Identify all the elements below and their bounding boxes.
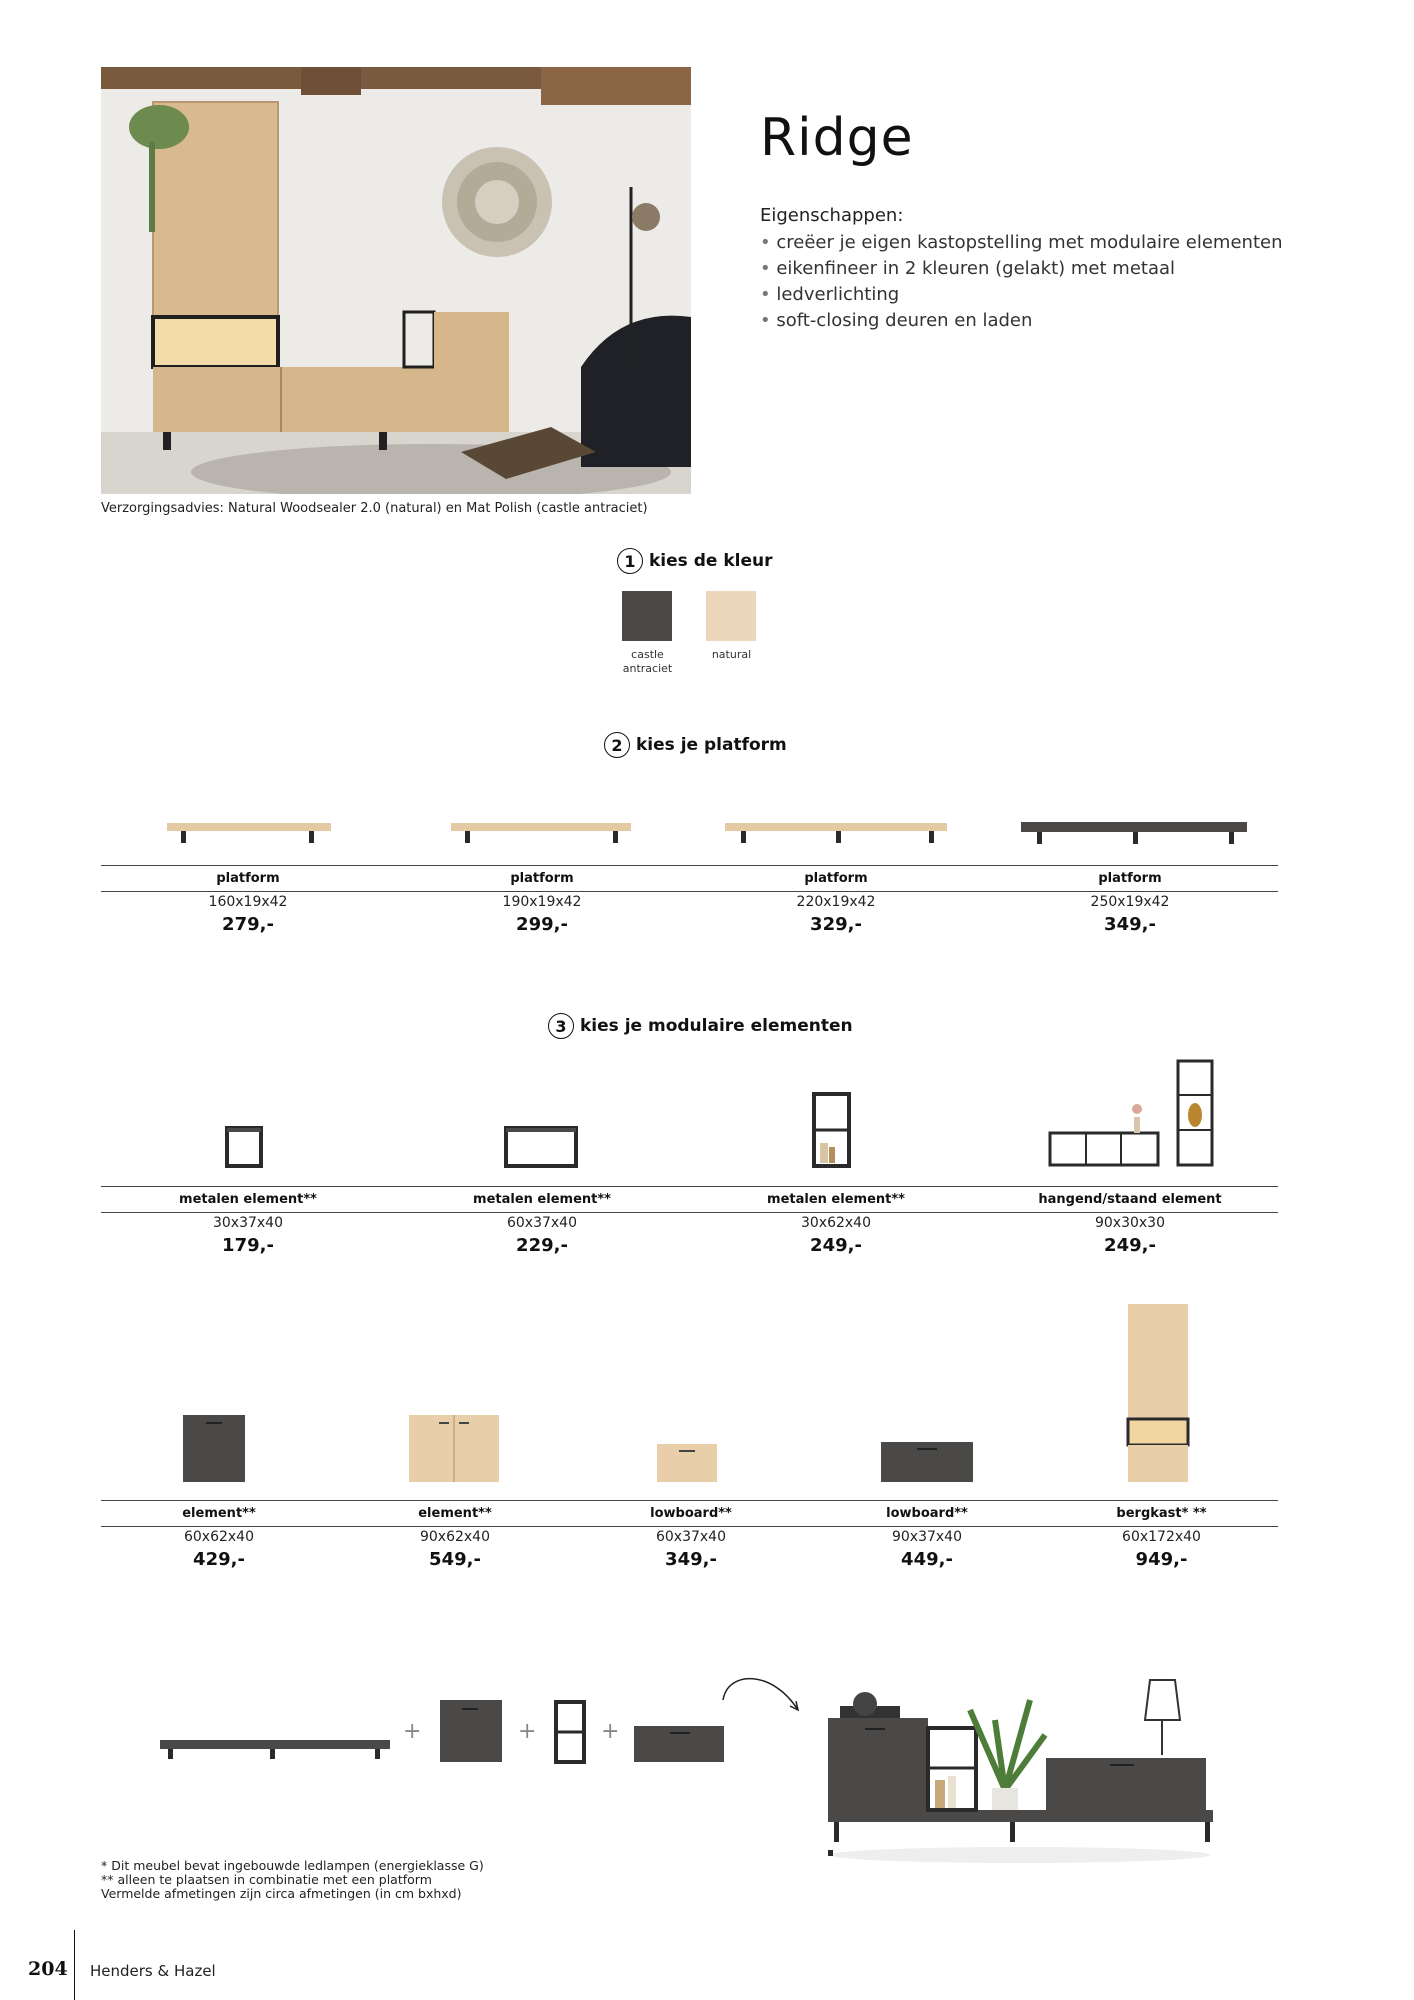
product-name: platform [216,871,280,886]
product-price: 249,- [1104,1235,1156,1256]
hero-caption: Verzorgingsadvies: Natural Woodsealer 2.0 (natural) en Mat Polish (castle antraciet) [101,501,648,516]
product-name: platform [510,871,574,886]
footnote: * Dit meubel bevat ingebouwde ledlampen (energieklasse G) [101,1858,484,1873]
element-col [573,1506,809,1570]
product-name: bergkast* ** [1116,1506,1207,1521]
platform-col [101,871,395,935]
example-platform-image [160,1740,390,1759]
product-price: 449,- [901,1549,953,1570]
step-number: 1 [617,548,643,574]
property-item: • ledverlichting [760,282,1282,308]
element-90-image [409,1415,499,1482]
property-item: • eikenfineer in 2 kleuren (gelakt) met metaal [760,256,1282,282]
step-label: kies je platform [636,735,787,755]
product-name: platform [804,871,868,886]
product-name: element** [182,1506,256,1521]
element-60-image [183,1415,245,1482]
product-price: 179,- [222,1235,274,1256]
hanging-element-image [1050,1061,1212,1165]
product-dims: 90x37x40 [891,1529,962,1545]
platform-illustrations [101,815,1281,855]
table-rule [101,1500,1278,1501]
product-price: 299,- [516,914,568,935]
product-price: 949,- [1135,1549,1188,1570]
property-item: • creëer je eigen kastopstelling met modulaire elementen [760,230,1282,256]
arrow-icon [718,1670,808,1720]
product-name: lowboard** [650,1506,732,1521]
platform-190-image [451,823,631,843]
product-dims: 90x62x40 [419,1529,490,1545]
footnote: Vermelde afmetingen zijn circa afmetingen (in cm bxhxd) [101,1886,462,1901]
product-dims: 60x172x40 [1122,1529,1201,1545]
platform-250-image [1021,822,1247,844]
element-col [101,1506,337,1570]
swatch-label-line: antraciet [622,662,673,675]
swatch-natural[interactable] [706,591,756,641]
table-rule [101,865,1278,866]
swatch-label-line: castle [631,648,664,661]
step-2-header [604,732,787,758]
product-dims: 160x19x42 [208,894,288,910]
hero-photo [101,67,691,494]
platform-160-image [167,823,331,843]
product-name: element** [418,1506,492,1521]
product-dims: 60x37x40 [655,1529,726,1545]
step-3-header [548,1013,853,1039]
metal-element-tall-image [814,1094,849,1166]
lowboard-90-image [881,1442,973,1482]
example-metal-element-image [556,1702,584,1762]
step-number: 3 [548,1013,574,1039]
element-col [689,1192,983,1256]
step-label: kies de kleur [649,551,773,571]
step-1-header [617,548,772,574]
platform-col [395,871,689,935]
property-item: • soft-closing deuren en laden [760,308,1282,334]
product-dims: 250x19x42 [1090,894,1170,910]
footer-divider [74,1930,75,2000]
product-name: metalen element** [179,1192,317,1207]
plus-sign: + [518,1719,537,1744]
example-components [150,1690,750,1780]
product-name: metalen element** [767,1192,905,1207]
properties-list [760,230,1282,334]
element-col [337,1506,573,1570]
product-price: 549,- [429,1549,481,1570]
lowboard-60-image [657,1444,717,1482]
product-price: 349,- [665,1549,717,1570]
product-price: 349,- [1104,914,1156,935]
product-dims: 30x62x40 [800,1215,871,1231]
product-dims: 90x30x30 [1094,1215,1165,1231]
step-label: kies je modulaire elementen [580,1016,853,1036]
product-dims: 190x19x42 [502,894,582,910]
example-element-image [440,1700,502,1762]
product-dims: 60x62x40 [183,1529,254,1545]
platform-220-image [725,823,947,843]
swatch-antraciet[interactable] [622,591,672,641]
plus-sign: + [601,1719,620,1744]
footnote: ** alleen te plaatsen in combinatie met een platform [101,1872,432,1887]
page-title: Ridge [760,108,914,168]
element-col [395,1192,689,1256]
product-price: 229,- [516,1235,568,1256]
swatch-label [694,648,769,662]
product-price: 429,- [193,1549,245,1570]
product-dims: 60x37x40 [506,1215,577,1231]
element-col [809,1506,1045,1570]
brand-name: Henders & Hazel [90,1962,216,1980]
table-rule [101,1186,1278,1187]
color-swatch-natural[interactable] [706,591,756,641]
footnotes [101,1859,484,1901]
color-swatch-castle-antraciet[interactable] [622,591,672,641]
product-dims: 220x19x42 [796,894,876,910]
product-price: 249,- [810,1235,862,1256]
product-dims: 30x37x40 [212,1215,283,1231]
element-col [101,1192,395,1256]
swatch-label [610,648,685,676]
plus-sign: + [403,1719,422,1744]
page-number: 204 [28,1958,68,1980]
product-name: lowboard** [886,1506,968,1521]
properties-heading: Eigenschappen: [760,205,904,226]
example-result-image [820,1640,1220,1870]
example-lowboard-image [634,1726,724,1762]
product-price: 279,- [222,914,274,935]
element-col [1045,1506,1278,1570]
product-name: platform [1098,871,1162,886]
step-number: 2 [604,732,630,758]
metal-element-30-image [227,1128,261,1166]
element-col [983,1192,1277,1256]
product-name: hangend/staand element [1038,1192,1222,1207]
metal-element-illustrations [101,1055,1281,1175]
cabinet-illustrations [101,1300,1281,1490]
platform-col [983,871,1277,935]
bergkast-image [1128,1304,1188,1482]
product-name: metalen element** [473,1192,611,1207]
metal-element-60-image [506,1128,576,1166]
platform-col [689,871,983,935]
swatch-label-line: natural [711,648,752,661]
product-price: 329,- [810,914,862,935]
